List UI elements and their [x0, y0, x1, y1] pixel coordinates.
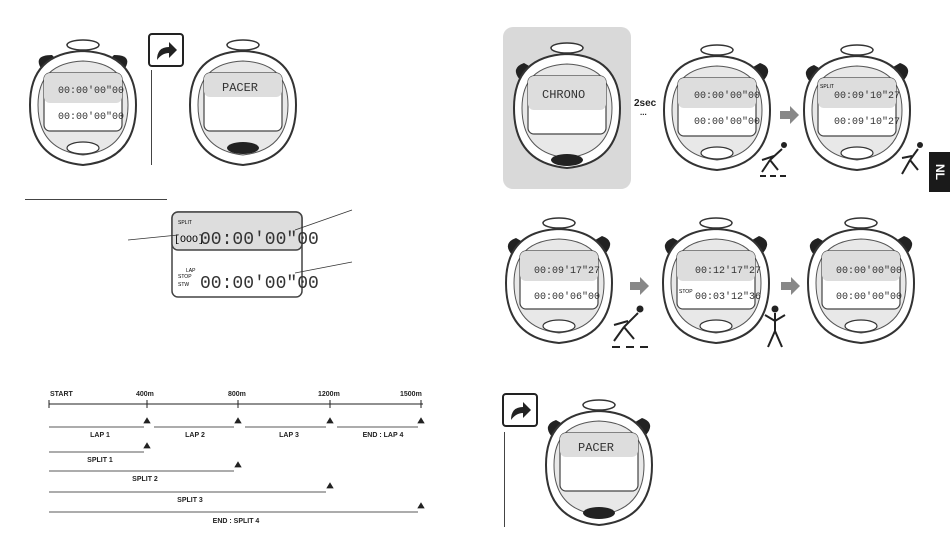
- arrow-right-icon-2: [628, 275, 650, 297]
- curved-arrow-icon-2: [502, 393, 538, 427]
- section-rule: [25, 199, 167, 200]
- w4-line2: 00:00'00"00: [694, 117, 761, 128]
- w7-tag: STOP: [679, 289, 693, 295]
- w1-line1: 00:00'00"00: [58, 86, 125, 97]
- stopwatch-pacer-2: [538, 395, 660, 530]
- split-1-label: SPLIT 1: [87, 457, 113, 464]
- w1-line2: 00:00'00"00: [58, 112, 125, 123]
- marker-400m: 400m: [136, 391, 154, 398]
- split-2-label: SPLIT 2: [132, 476, 158, 483]
- detail-line1: 00:00'00"00: [200, 230, 319, 250]
- runner-start-icon: [758, 140, 794, 180]
- w2-text: PACER: [222, 81, 259, 95]
- runner-start-icon-2: [608, 303, 654, 351]
- w7-line2: 00:03'12"36: [695, 292, 762, 303]
- lap-2-label: LAP 2: [185, 432, 205, 439]
- stopwatch-pacer-1: [182, 35, 304, 170]
- stopwatch-6: [498, 213, 620, 348]
- w8-line1: 00:00'00"00: [836, 266, 903, 277]
- divider-line: [151, 70, 152, 165]
- detail-stop-tag: STOP: [178, 274, 192, 280]
- detail-lap-tag: LAP: [186, 268, 196, 274]
- split-3-label: SPLIT 3: [177, 497, 203, 504]
- w3-text: CHRONO: [542, 88, 586, 102]
- divider-line-2: [504, 432, 505, 527]
- stopwatch-1: [22, 35, 144, 170]
- stopwatch-chrono: [506, 38, 628, 173]
- marker-800m: 800m: [228, 391, 246, 398]
- arrow-right-icon-3: [779, 275, 801, 297]
- w8-line2: 00:00'00"00: [836, 292, 903, 303]
- split-4-label: END : SPLIT 4: [212, 518, 260, 525]
- language-tab-label: NL: [932, 164, 947, 180]
- detail-line2: 00:00'00"00: [200, 274, 319, 294]
- timeline-start: START: [50, 391, 73, 398]
- w5-line1: 00:09'10"27: [834, 91, 901, 102]
- lap-3-label: LAP 3: [279, 432, 299, 439]
- w5-tag: SPLIT: [820, 84, 834, 90]
- w4-line1: 00:00'00"00: [694, 91, 761, 102]
- callout-lines: [120, 205, 360, 275]
- stopwatch-8: [800, 213, 922, 348]
- w6-line2: 00:00'06"00: [534, 292, 601, 303]
- w9-text: PACER: [578, 441, 615, 455]
- stopwatch-7: [655, 213, 777, 348]
- language-tab: [929, 152, 950, 192]
- lap-4-label: END : LAP 4: [362, 432, 404, 439]
- w7-line1: 00:12'17"27: [695, 266, 762, 277]
- w5-line2: 00:09'10"27: [834, 117, 901, 128]
- lap-1-label: LAP 1: [90, 432, 110, 439]
- runner-icon: [898, 140, 928, 180]
- detail-split-tag: SPLIT: [178, 220, 192, 226]
- standing-person-icon: [762, 303, 788, 349]
- curved-arrow-icon: [148, 33, 184, 67]
- detail-stw-tag: STW: [178, 282, 190, 288]
- marker-1500m: 1500m: [400, 391, 422, 398]
- delay-dots: ...: [640, 108, 647, 117]
- marker-1200m: 1200m: [318, 391, 340, 398]
- delay-label: 2sec: [634, 98, 657, 109]
- w6-line1: 00:09'17"27: [534, 266, 601, 277]
- svg-text:[ΟΟΟ]: [ΟΟΟ]: [174, 235, 205, 246]
